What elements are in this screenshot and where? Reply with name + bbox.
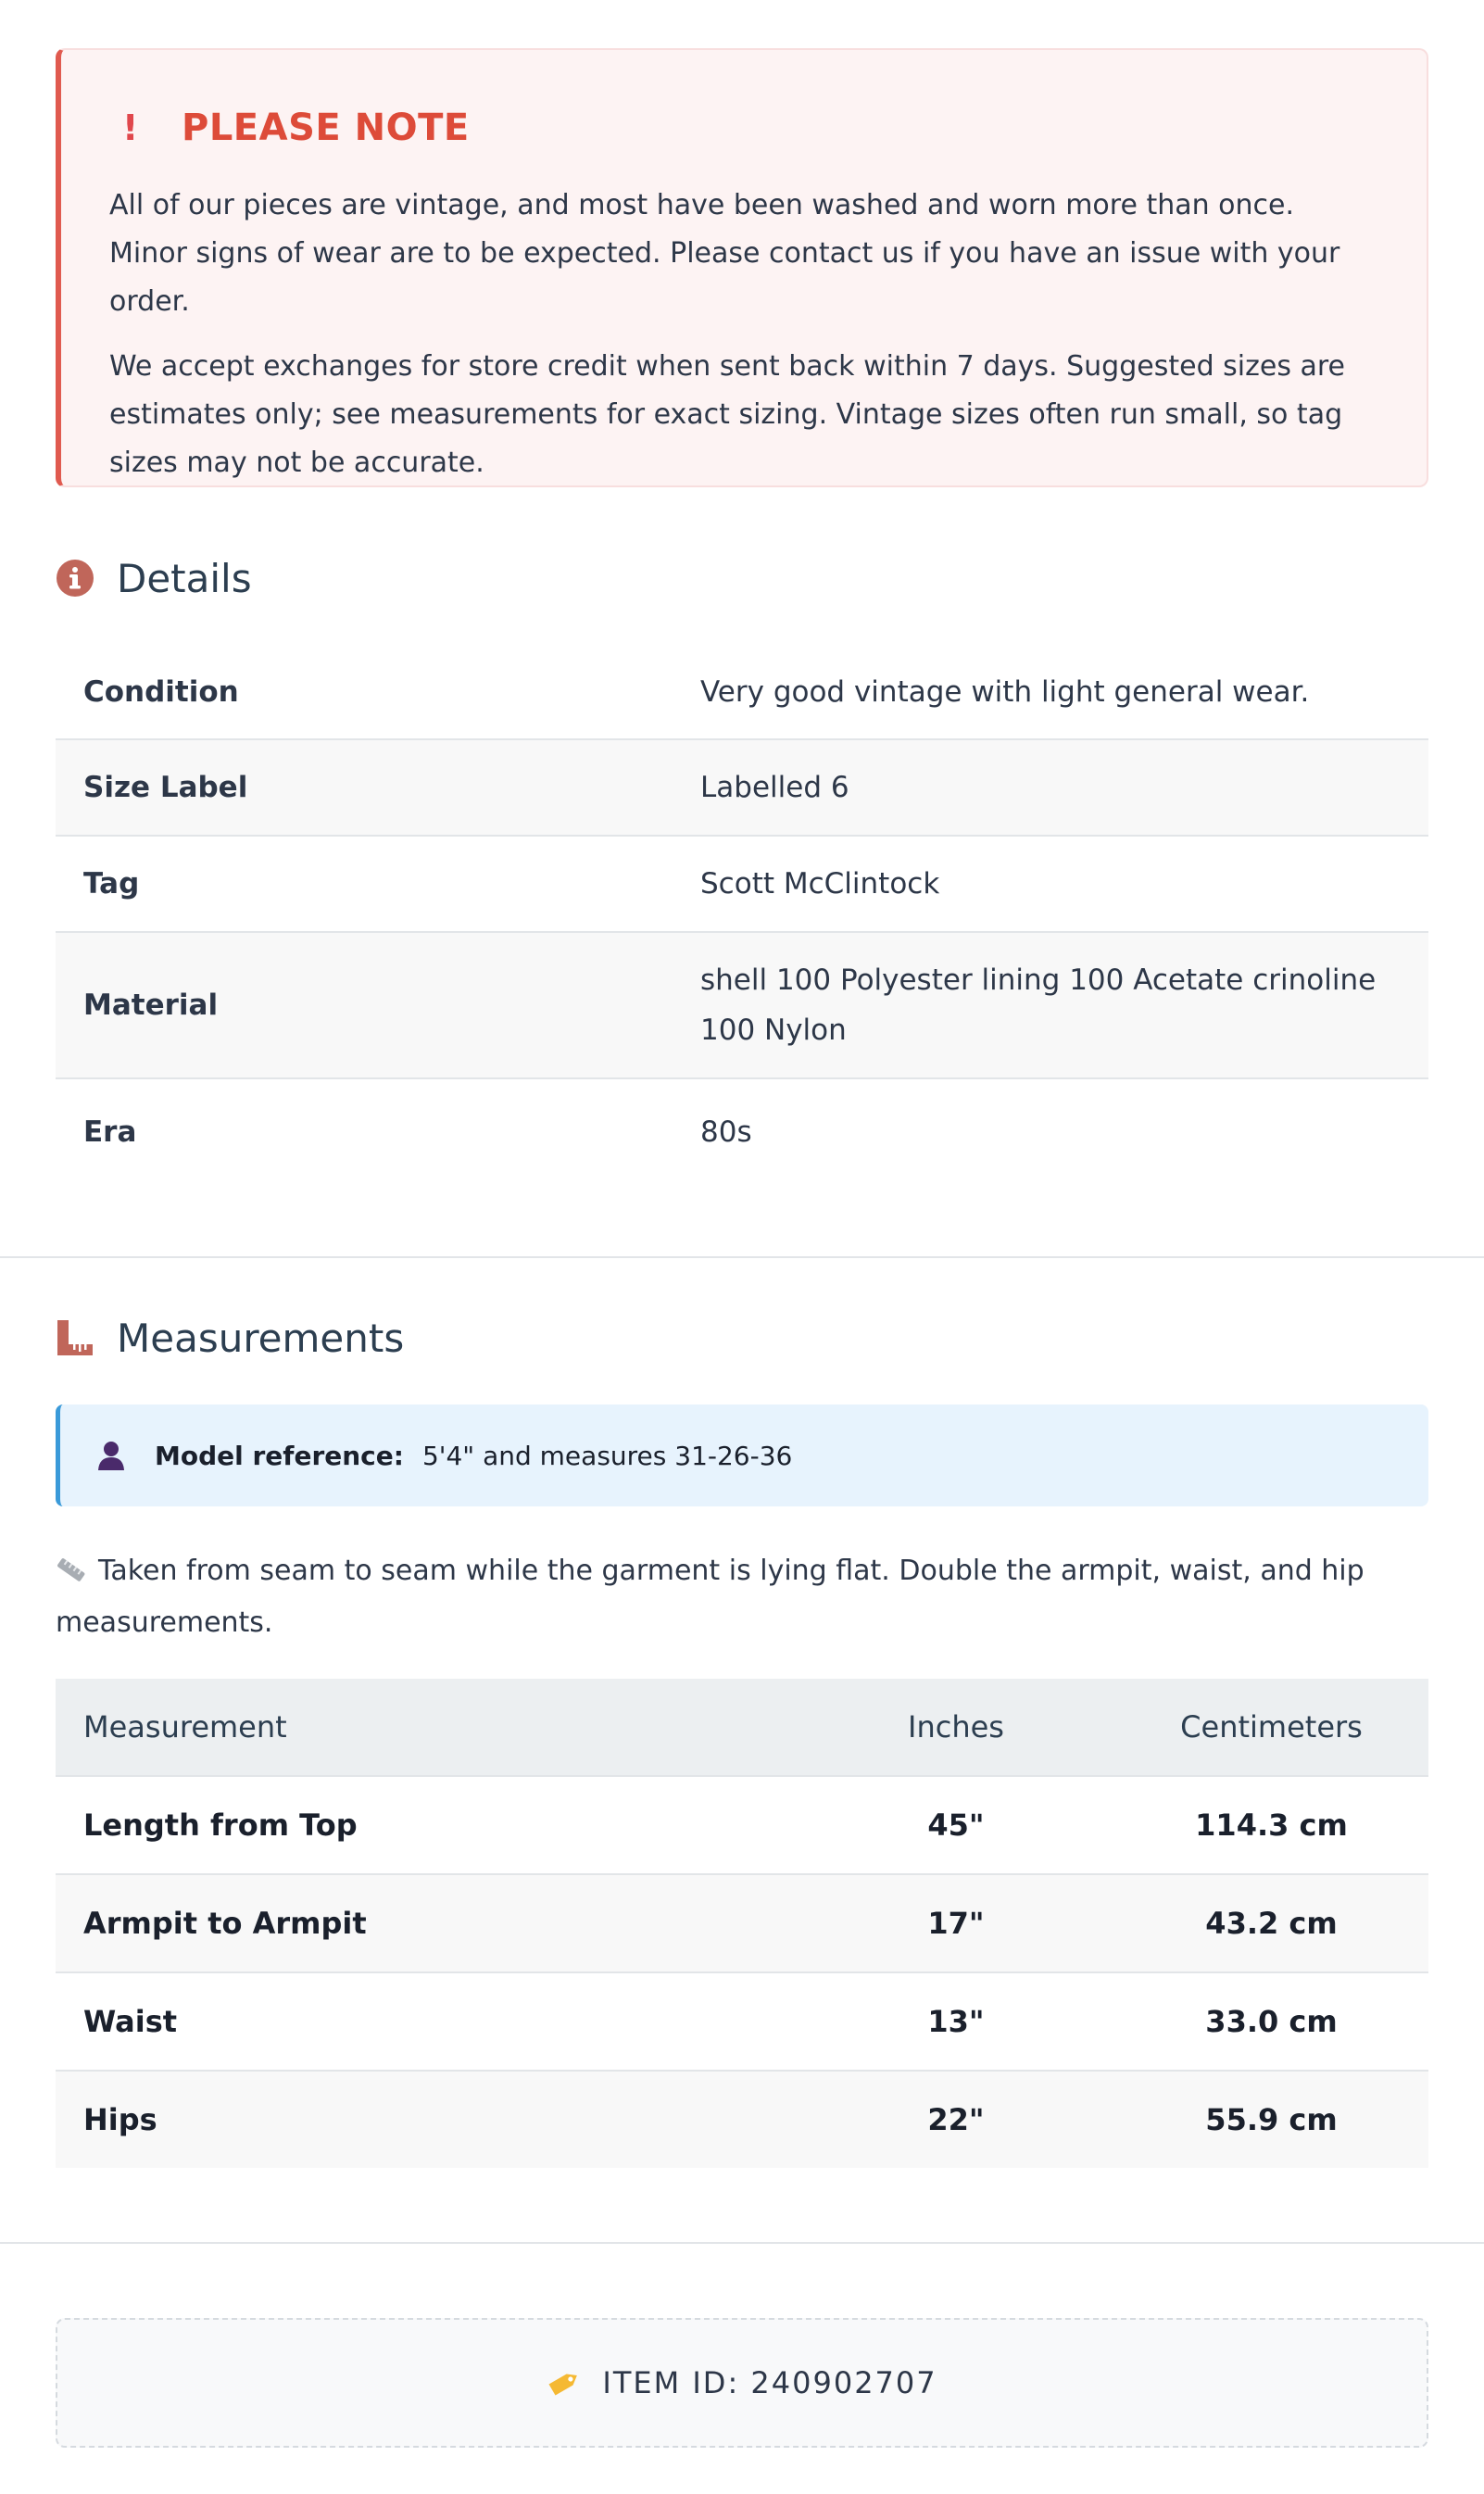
column-header: Measurement [56, 1679, 798, 1776]
measurement-name: Armpit to Armpit [56, 1874, 798, 1972]
measurements-heading [56, 1310, 1428, 1366]
measurement-inches: 13" [798, 1972, 1114, 2071]
table-row [56, 739, 1428, 836]
measurement-inches: 22" [798, 2071, 1114, 2168]
table-row [56, 1972, 1428, 2071]
details-heading [56, 550, 1428, 606]
table-row [56, 2071, 1428, 2168]
person-icon [95, 1440, 127, 1471]
detail-label: Era [83, 1115, 137, 1149]
detail-value: Scott McClintock [673, 836, 1428, 932]
item-id-text: ITEM ID: 240902707 [602, 2365, 937, 2400]
detail-value: 80s [700, 1115, 752, 1149]
table-row [56, 836, 1428, 932]
detail-label: Condition [56, 645, 673, 739]
details-table [56, 645, 1428, 1184]
table-row [56, 932, 1428, 1078]
section-title: Measurements [117, 1315, 405, 1361]
ruler-small-icon [56, 1551, 87, 1599]
measurement-note [56, 1547, 1428, 1647]
section-divider [0, 2242, 1484, 2244]
section-title: Details [117, 555, 252, 601]
item-id-box [56, 2318, 1428, 2448]
measurement-name: Hips [56, 2071, 798, 2168]
measurement-note-text: Taken from seam to seam while the garment is lying flat. Double the armpit, waist, and hip measurements. [56, 1555, 1365, 1639]
table-row [56, 1874, 1428, 1972]
tag-icon [547, 2367, 582, 2399]
measurement-cm: 55.9 cm [1114, 2071, 1428, 2168]
ruler-icon [56, 1318, 94, 1357]
details-table-wrap [56, 645, 1428, 1184]
section-divider [0, 1256, 1484, 1258]
detail-value: Labelled 6 [673, 739, 1428, 836]
measurement-cm: 33.0 cm [1114, 1972, 1428, 2071]
column-header: Inches [798, 1679, 1114, 1776]
table-row [56, 1776, 1428, 1874]
please-note-box [56, 48, 1428, 487]
note-paragraph: All of our pieces are vintage, and most have been washed and worn more than once. Minor signs of wear are to be expected. Please contact us if you have an issue with your order. [109, 189, 1340, 318]
measurements-table [56, 1679, 1428, 2168]
detail-label: Size Label [56, 739, 673, 836]
measurement-cm: 114.3 cm [1114, 1776, 1428, 1874]
detail-label: Material [56, 932, 673, 1078]
measurement-inches: 17" [798, 1874, 1114, 1972]
detail-label: Tag [56, 836, 673, 932]
model-reference-value: 5'4" and measures 31-26-36 [421, 1440, 793, 1471]
measurement-name: Length from Top [56, 1776, 798, 1874]
table-row [56, 1078, 1428, 1184]
model-reference-box [56, 1404, 1428, 1506]
model-reference-label: Model reference: [155, 1440, 404, 1471]
measurements-table-wrap [56, 1679, 1428, 2168]
measurement-name: Waist [56, 1972, 798, 2071]
detail-value: Very good vintage with light general wear. [673, 645, 1428, 739]
note-header [109, 100, 1378, 156]
column-header: Centimeters [1114, 1679, 1428, 1776]
note-paragraph: We accept exchanges for store credit when sent back within 7 days. Suggested sizes are estimates only; see measurements for exact sizing. Vintage sizes often run small, so tag sizes may not be accurate. [109, 350, 1346, 479]
measurement-inches: 45" [798, 1776, 1114, 1874]
table-header-row [56, 1679, 1428, 1776]
exclamation-icon: ! [122, 107, 139, 148]
measurement-cm: 43.2 cm [1114, 1874, 1428, 1972]
detail-value: shell 100 Polyester lining 100 Acetate crinoline 100 Nylon [673, 932, 1428, 1078]
note-title: PLEASE NOTE [182, 107, 470, 149]
table-row [56, 645, 1428, 739]
info-circle-icon [56, 559, 94, 598]
